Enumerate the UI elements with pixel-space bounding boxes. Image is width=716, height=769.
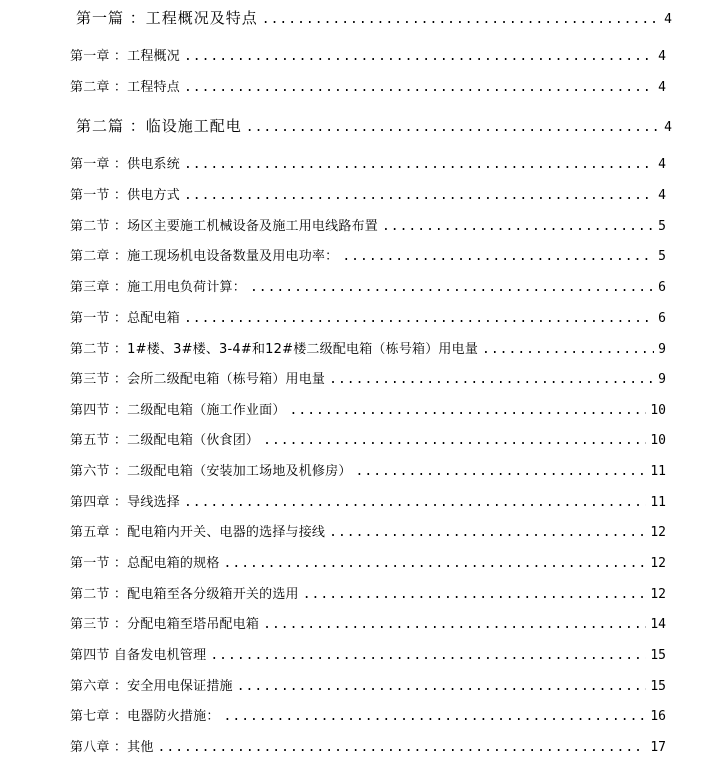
toc-dot-leader (224, 556, 647, 572)
toc-page-number: 17 (650, 740, 666, 755)
toc-dot-leader (263, 617, 646, 633)
toc-dot-leader (246, 119, 660, 137)
toc-page-number: 4 (658, 157, 666, 172)
toc-page-number: 10 (650, 433, 666, 448)
toc-entry-chapter[interactable] (70, 525, 666, 541)
toc-entry-chapter[interactable] (70, 495, 666, 511)
toc-page-number: 12 (650, 525, 666, 540)
toc-entry-section[interactable] (70, 403, 666, 419)
toc-page-number: 5 (658, 249, 666, 264)
toc-entry-section[interactable] (70, 587, 666, 603)
toc-entry-title: 第三节 ：会所二级配电箱（栋号箱）用电量 (70, 372, 326, 387)
toc-entry-title: 第五节 ：二级配电箱（伙食团） (70, 433, 260, 448)
toc-entry-title: 第一章 ：工程概况 (70, 49, 180, 64)
toc-entry-title: 第一节 ：供电方式 (70, 188, 180, 203)
toc-page-number: 14 (650, 617, 666, 632)
toc-entry-title: 第二节 ：场区主要施工机械设备及施工用电线路布置 (70, 219, 378, 234)
toc-entry-title: 第二章 ：工程特点 (70, 80, 180, 95)
toc-page-number: 4 (658, 49, 666, 64)
toc-page-number: 11 (650, 464, 666, 479)
toc-dot-leader (184, 495, 646, 511)
toc-entry-part-2[interactable] (76, 117, 672, 137)
toc-entry-chapter[interactable] (70, 709, 666, 725)
toc-page-number: 4 (658, 80, 666, 95)
toc-page-number: 4 (664, 12, 672, 27)
toc-page-number: 12 (650, 587, 666, 602)
toc-dot-leader (184, 49, 654, 65)
toc-page-number: 4 (658, 188, 666, 203)
toc-entry-section[interactable] (70, 433, 666, 449)
toc-entry-section[interactable] (70, 648, 666, 664)
toc-entry-section[interactable] (70, 219, 666, 235)
toc-entry-title: 第六章 ：安全用电保证措施 (70, 679, 233, 694)
toc-entry-title: 第七章 ：电器防火措施： (70, 709, 220, 724)
toc-entry-section[interactable] (70, 464, 666, 480)
toc-dot-leader (184, 80, 654, 96)
toc-dot-leader (210, 648, 646, 664)
toc-entry-chapter[interactable] (70, 280, 666, 296)
toc-dot-leader (382, 219, 654, 235)
toc-entry-title: 第四节 自备发电机管理 (70, 648, 207, 663)
toc-entry-section[interactable] (70, 311, 666, 327)
toc-page-number: 9 (658, 342, 666, 357)
toc-entry-section[interactable] (70, 372, 666, 388)
toc-entry-title: 第二篇 ：临设施工配电 (76, 117, 242, 135)
toc-dot-leader (184, 311, 654, 327)
toc-page-number: 15 (650, 679, 666, 694)
toc-page-number: 16 (650, 709, 666, 724)
toc-dot-leader (237, 679, 647, 695)
toc-entry-part-1[interactable] (76, 9, 672, 29)
toc-entry-title: 第一章 ：供电系统 (70, 157, 180, 172)
toc-dot-leader (184, 188, 654, 204)
toc-dot-leader (303, 587, 647, 603)
toc-entry-title: 第三章 ：施工用电负荷计算： (70, 280, 246, 295)
toc-entry-chapter[interactable] (70, 249, 666, 265)
toc-dot-leader (263, 433, 646, 449)
toc-entry-title: 第一篇 ：工程概况及特点 (76, 9, 258, 27)
toc-entry-title: 第一节 ：总配电箱 (70, 311, 180, 326)
toc-page-number: 11 (650, 495, 666, 510)
toc-entry-title: 第二章 ：施工现场机电设备数量及用电功率： (70, 249, 339, 264)
toc-page-number: 5 (658, 219, 666, 234)
toc-page-number: 15 (650, 648, 666, 663)
toc-entry-section[interactable] (70, 342, 666, 358)
toc-entry-title: 第三节 ：分配电箱至塔吊配电箱 (70, 617, 260, 632)
toc-entry-section[interactable] (70, 617, 666, 633)
toc-page-number: 9 (658, 372, 666, 387)
toc-page-number: 6 (658, 311, 666, 326)
toc-entry-title: 第一节 ：总配电箱的规格 (70, 556, 220, 571)
toc-entry-title: 第四章 ：导线选择 (70, 495, 180, 510)
toc-dot-leader (329, 372, 654, 388)
toc-dot-leader (342, 249, 654, 265)
toc-entry-section[interactable] (70, 188, 666, 204)
toc-page-number: 6 (658, 280, 666, 295)
toc-entry-title: 第六节 ：二级配电箱（安装加工场地及机修房） (70, 464, 352, 479)
toc-entry-title: 第四节 ：二级配电箱（施工作业面） (70, 403, 286, 418)
toc-dot-leader (158, 740, 647, 756)
toc-dot-leader (356, 464, 647, 480)
toc-entry-title: 第八章 ：其他 (70, 740, 154, 755)
toc-dot-leader (224, 709, 647, 725)
toc-entry-title: 第二节 ：1#楼、3#楼、3-4#和12#楼二级配电箱（栋号箱）用电量 (70, 342, 479, 357)
toc-entry-chapter[interactable] (70, 157, 666, 173)
toc-dot-leader (262, 11, 660, 29)
toc-dot-leader (184, 157, 654, 173)
toc-dot-leader (482, 342, 654, 358)
toc-entry-section[interactable] (70, 556, 666, 572)
toc-entry-title: 第五章 ：配电箱内开关、电器的选择与接线 (70, 525, 326, 540)
toc-entry-chapter[interactable] (70, 80, 666, 96)
toc-dot-leader (329, 525, 646, 541)
toc-dot-leader (290, 403, 647, 419)
toc-dot-leader (250, 280, 654, 296)
toc-entry-chapter[interactable] (70, 49, 666, 65)
toc-entry-chapter[interactable] (70, 740, 666, 756)
toc-page-number: 4 (664, 120, 672, 135)
toc-entry-chapter[interactable] (70, 679, 666, 695)
toc-entry-title: 第二节 ：配电箱至各分级箱开关的选用 (70, 587, 299, 602)
toc-page-number: 12 (650, 556, 666, 571)
toc-page-number: 10 (650, 403, 666, 418)
